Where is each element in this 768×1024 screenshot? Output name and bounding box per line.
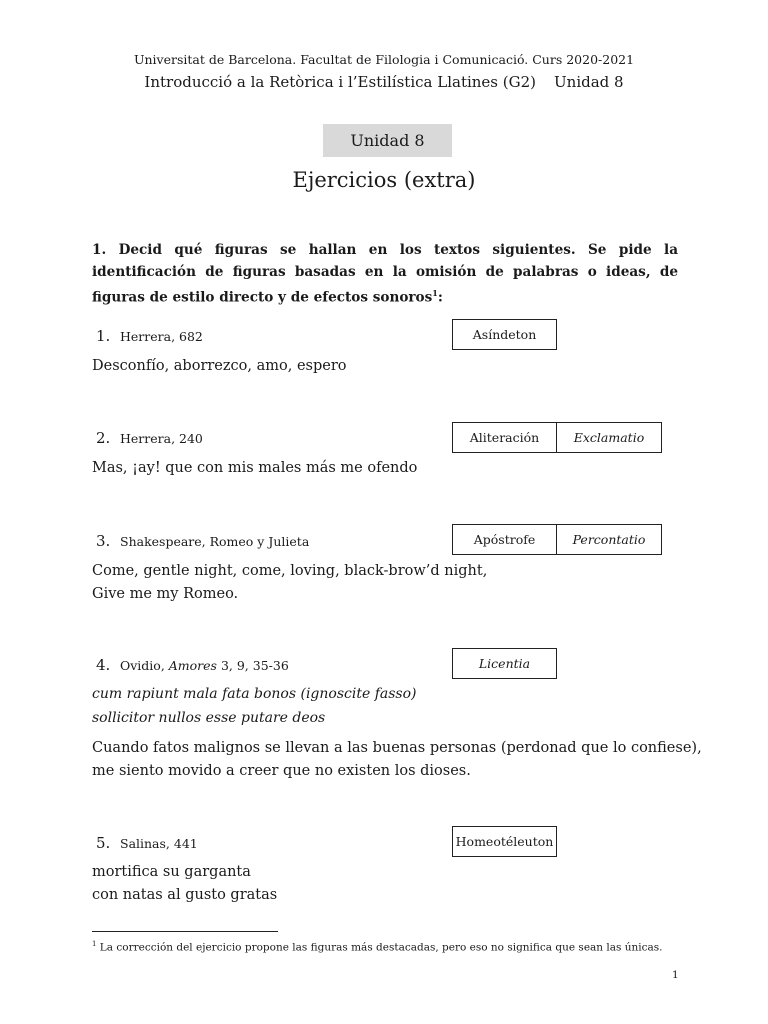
answer-box: Homeotéleuton	[452, 826, 557, 857]
question-text: 1. Decid qué figuras se hallan en los textos siguientes. Se pide la identificación de figuras basadas en la omisión de palabras o ideas, de figuras de estilo directo y de efectos sonoros	[92, 242, 678, 306]
header-course-line	[0, 73, 768, 91]
text-line: me siento movido a creer que no existen los dioses.	[92, 763, 471, 779]
exercise-number: 1.	[96, 327, 111, 345]
exercise-3-header	[96, 532, 309, 550]
answer-box: Apóstrofe	[452, 524, 557, 555]
header-institution: Universitat de Barcelona. Facultat de Filologia i Comunicació. Curs 2020-2021	[133, 52, 635, 67]
answer-box: Exclamatio	[556, 422, 662, 453]
exercise-source-ref: 3, 9, 35-36	[216, 658, 289, 673]
exercise-source: Shakespeare, Romeo y Julieta	[120, 534, 310, 549]
footnote	[92, 940, 663, 954]
answer-box: Percontatio	[556, 524, 662, 555]
text-line: Mas, ¡ay! que con mis males más me ofendo	[92, 460, 418, 476]
exercise-source: Herrera, 240	[120, 431, 203, 446]
exercise-2-header	[96, 429, 203, 447]
exercise-4-header	[96, 656, 289, 674]
exercise-number: 3.	[96, 532, 111, 550]
text-line: mortifica su garganta	[92, 864, 251, 880]
exercise-1-header	[96, 327, 203, 345]
exercise-4-translation	[92, 737, 702, 783]
question-instructions	[92, 240, 678, 309]
exercise-source-work: Amores	[168, 658, 217, 673]
page-number: 1	[672, 969, 679, 981]
exercise-source-author: Ovidio,	[120, 658, 169, 673]
footnote-text: La corrección del ejercicio propone las figuras más destacadas, pero eso no significa que sean las únicas.	[96, 941, 663, 954]
text-line: Come, gentle night, come, loving, black-brow’d night,	[92, 563, 488, 579]
header-course: Introducció a la Retòrica i l’Estilística Llatines (G2)	[144, 73, 537, 91]
exercise-number: 2.	[96, 429, 111, 447]
latin-line: sollicitor nullos esse putare deos	[92, 709, 326, 726]
exercise-number: 5.	[96, 834, 111, 852]
text-line: Give me my Romeo.	[92, 586, 239, 602]
page-title: Ejercicios (extra)	[292, 168, 476, 192]
exercise-2-text	[92, 457, 417, 480]
answer-box: Licentia	[452, 648, 557, 679]
exercise-1-text	[92, 355, 347, 378]
question-end: :	[437, 289, 443, 306]
exercise-source: Herrera, 682	[120, 329, 203, 344]
answer-box: Aliteración	[452, 422, 557, 453]
footnote-divider	[92, 931, 278, 932]
footnote-ref: 1	[432, 288, 438, 298]
unit-box: Unidad 8	[323, 124, 452, 157]
footnote-mark: 1	[92, 940, 97, 948]
exercise-5-text	[92, 861, 277, 907]
answer-box: Asíndeton	[452, 319, 557, 350]
header-unit: Unidad 8	[554, 73, 624, 91]
latin-line: cum rapiunt mala fata bonos (ignoscite fasso)	[92, 686, 417, 702]
text-line: Desconfío, aborrezco, amo, espero	[92, 358, 347, 374]
text-line: Cuando fatos malignos se llevan a las buenas personas (perdonad que lo confiese),	[92, 740, 702, 756]
text-line: con natas al gusto gratas	[92, 887, 278, 903]
exercise-source: Salinas, 441	[120, 836, 198, 851]
exercise-3-text	[92, 560, 487, 606]
exercise-5-header	[96, 834, 198, 852]
exercise-4-latin	[92, 683, 417, 730]
exercise-number: 4.	[96, 656, 111, 674]
